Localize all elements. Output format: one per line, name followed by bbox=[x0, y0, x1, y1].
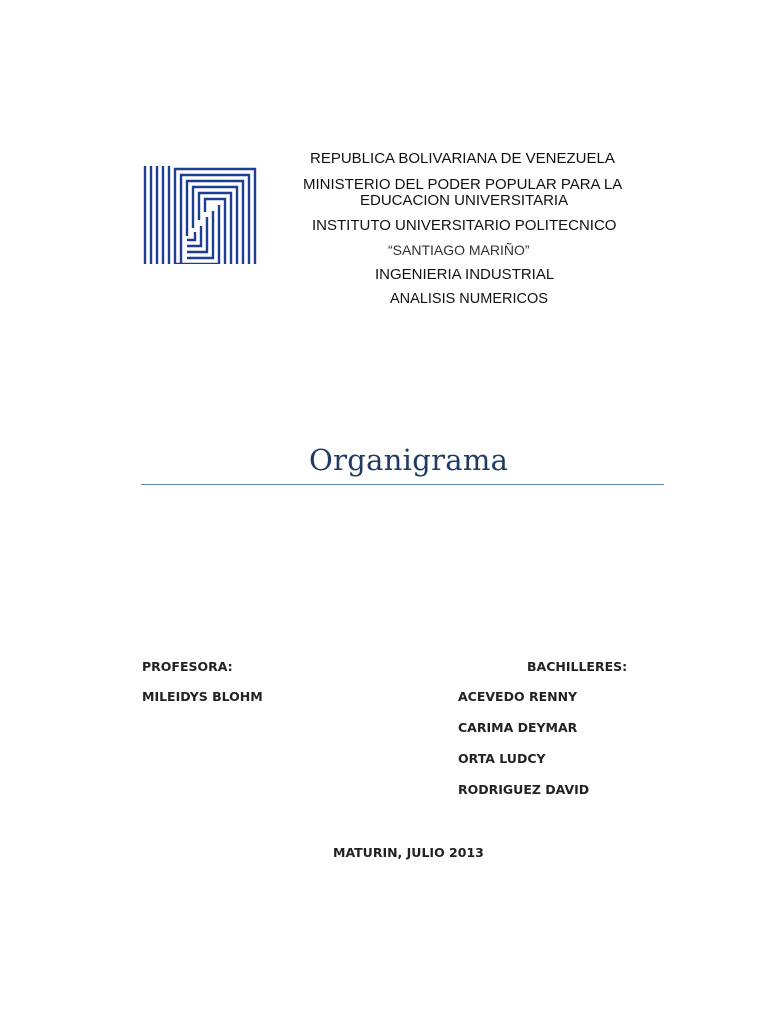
bachiller-name: ORTA LUDCY bbox=[458, 751, 546, 766]
institution-logo-icon bbox=[142, 166, 258, 264]
header-santiago-marino: “SANTIAGO MARIÑO” bbox=[388, 242, 530, 258]
bachiller-name: ACEVEDO RENNY bbox=[458, 689, 578, 704]
title-divider bbox=[141, 484, 664, 485]
header-republica: REPUBLICA BOLIVARIANA DE VENEZUELA bbox=[310, 150, 615, 167]
bachilleres-label: BACHILLERES: bbox=[527, 659, 628, 674]
document-title: Organigrama bbox=[309, 443, 509, 477]
profesora-name: MILEIDYS BLOHM bbox=[142, 689, 263, 704]
place-date: MATURIN, JULIO 2013 bbox=[333, 845, 484, 860]
header-educacion: EDUCACION UNIVERSITARIA bbox=[360, 192, 569, 209]
header-ingenieria: INGENIERIA INDUSTRIAL bbox=[375, 266, 555, 283]
header-instituto: INSTITUTO UNIVERSITARIO POLITECNICO bbox=[312, 217, 617, 234]
profesora-label: PROFESORA: bbox=[142, 659, 233, 674]
header-ministerio: MINISTERIO DEL PODER POPULAR PARA LA bbox=[303, 176, 623, 193]
bachiller-name: CARIMA DEYMAR bbox=[458, 720, 578, 735]
bachiller-name: RODRIGUEZ DAVID bbox=[458, 782, 590, 797]
header-analisis: ANALISIS NUMERICOS bbox=[390, 291, 548, 307]
